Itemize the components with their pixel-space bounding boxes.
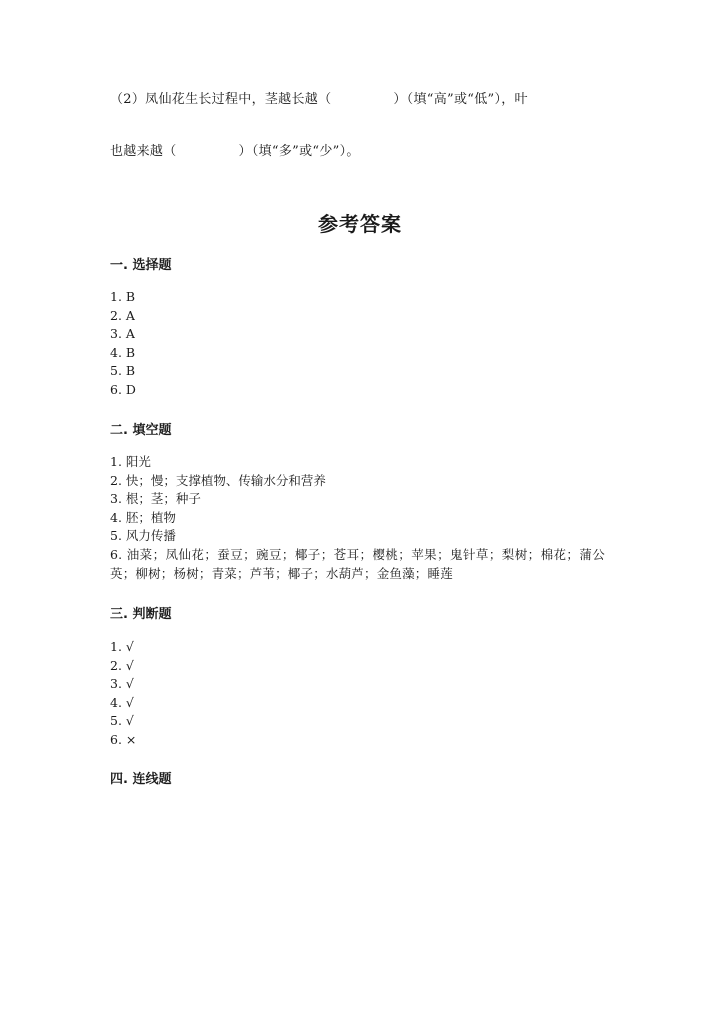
list-item: 5. √ [110, 713, 134, 729]
fill-answer-list [110, 453, 605, 583]
section-heading-choice: 一. 选择题 [110, 258, 172, 273]
answer-key-title: 参考答案 [318, 212, 402, 236]
judge-answer-list [110, 638, 136, 750]
question-line-1-suffix: ）（填“高”或“低”），叶 [393, 92, 528, 107]
list-item: 1. B [110, 289, 136, 304]
list-item: 4. √ [110, 694, 134, 710]
question-line-2 [110, 140, 360, 159]
list-item: 3. 根；茎；种子 [110, 491, 201, 507]
section-heading-fill: 二. 填空题 [110, 423, 172, 438]
list-item: 2. 快；慢；支撑植物、传输水分和营养 [110, 472, 326, 488]
choice-answer-list [110, 288, 136, 400]
list-item: 1. √ [110, 639, 134, 654]
question-line-2-prefix: 也越来越（ [110, 144, 177, 159]
list-item: 2. A [110, 307, 135, 323]
list-item: 6. × [110, 731, 137, 747]
list-item: 3. A [110, 326, 135, 342]
list-item: 3. √ [110, 676, 134, 692]
question-line-1 [110, 88, 528, 107]
list-item: 6. 油菜；凤仙花；蚕豆；豌豆；椰子；苍耳；樱桃；苹果；鬼针草；梨树；棉花；蒲公英；柳树；杨树；青菜；芦苇；椰子；水葫芦；金鱼藻；睡莲 [110, 546, 605, 581]
question-line-2-suffix: ）（填“多”或“少”）。 [238, 144, 360, 159]
section-heading-match: 四. 连线题 [110, 772, 172, 787]
list-item: 4. B [110, 344, 136, 360]
section-heading-judge: 三. 判断题 [110, 607, 172, 622]
list-item: 1. 阳光 [110, 454, 151, 469]
list-item: 5. B [110, 363, 136, 379]
list-item: 6. D [110, 381, 136, 397]
list-item: 4. 胚；植物 [110, 509, 176, 525]
list-item: 5. 风力传播 [110, 528, 176, 544]
question-line-1-prefix: （2）凤仙花生长过程中，茎越长越（ [110, 92, 332, 107]
list-item: 2. √ [110, 657, 134, 673]
